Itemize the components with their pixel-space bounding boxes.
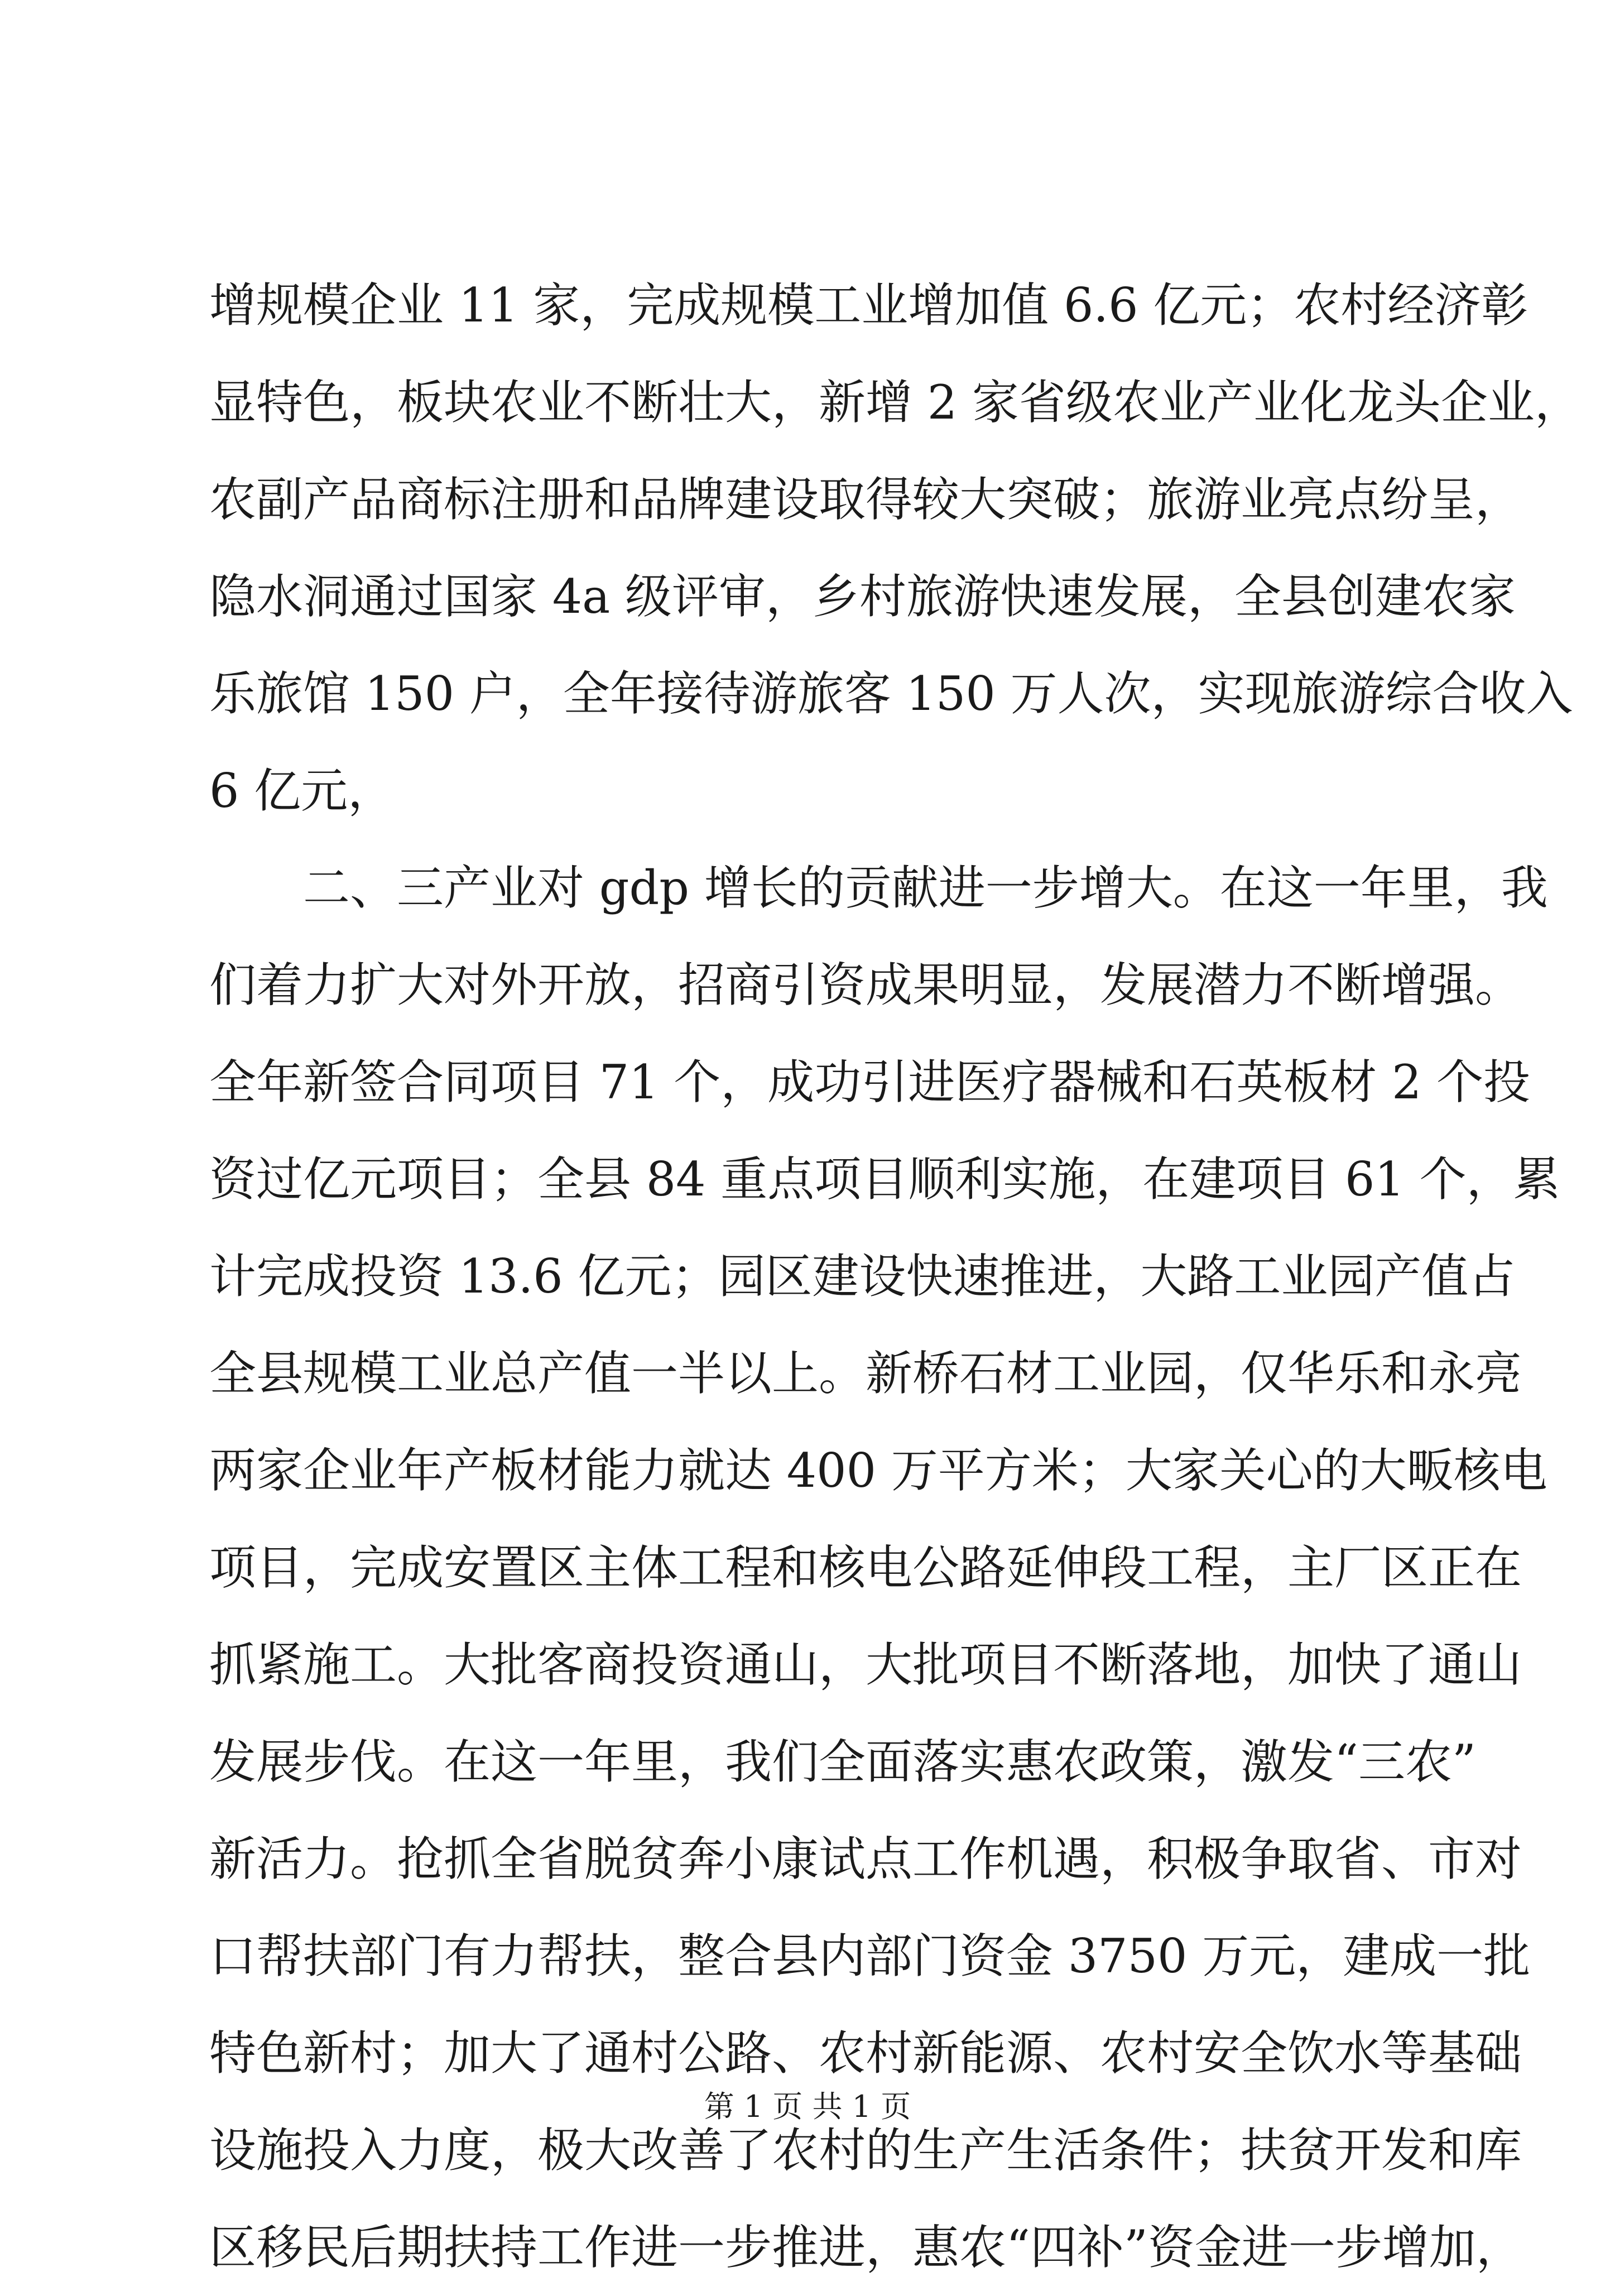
document-body — [209, 257, 1582, 2296]
text-line: 们着力扩大对外开放，招商引资成果明显，发展潜力不断增强。 — [209, 958, 1522, 1012]
text-line: 区移民后期扶持工作进一步推进，惠农“四补”资金进一步增加， — [209, 2220, 1523, 2275]
text-line: 隐水洞通过国家 4a 级评审，乡村旅游快速发展，全县创建农家 — [209, 569, 1516, 624]
text-line: 6 亿元， — [209, 763, 395, 818]
text-line: 显特色，板块农业不断壮大，新增 2 家省级农业产业化龙头企业， — [209, 375, 1582, 430]
text-line: 发展步伐。在这一年里，我们全面落实惠农政策，激发“三农” — [209, 1735, 1476, 1789]
text-line: 全年新签合同项目 71 个，成功引进医疗器械和石英板材 2 个投 — [209, 1055, 1531, 1109]
text-line: 全县规模工业总产值一半以上。新桥石材工业园，仅华乐和永亮 — [209, 1346, 1522, 1401]
text-line: 计完成投资 13.6 亿元；园区建设快速推进，大路工业园产值占 — [209, 1249, 1516, 1304]
text-line: 两家企业年产板材能力就达 400 万平方米；大家关心的大畈核电 — [209, 1443, 1547, 1498]
text-line: 特色新村；加大了通村公路、农村新能源、农村安全饮水等基础 — [209, 2026, 1522, 2081]
text-line: 增规模企业 11 家，完成规模工业增加值 6.6 亿元；农村经济彰 — [209, 278, 1529, 333]
text-line: 农副产品商标注册和品牌建设取得较大突破；旅游业亮点纷呈， — [209, 472, 1522, 527]
text-line: 资过亿元项目；全县 84 重点项目顺利实施，在建项目 61 个，累 — [209, 1152, 1560, 1207]
text-line: 乐旅馆 150 户，全年接待游旅客 150 万人次，实现旅游综合收入 — [209, 666, 1573, 721]
text-line: 二、三产业对 gdp 增长的贡献进一步增大。在这一年里，我 — [303, 861, 1548, 915]
text-line: 抓紧施工。大批客商投资通山，大批项目不断落地，加快了通山 — [209, 1637, 1522, 1692]
text-line: 口帮扶部门有力帮扶，整合县内部门资金 3750 万元，建成一批 — [209, 1929, 1531, 1983]
text-line: 设施投入力度，极大改善了农村的生产生活条件；扶贫开发和库 — [209, 2123, 1522, 2178]
page-number-footer: 第 1 页 共 1 页 — [704, 2089, 911, 2124]
text-line: 新活力。抢抓全省脱贫奔小康试点工作机遇，积极争取省、市对 — [209, 1832, 1522, 1886]
text-line: 项目，完成安置区主体工程和核电公路延伸段工程，主厂区正在 — [209, 1540, 1522, 1595]
